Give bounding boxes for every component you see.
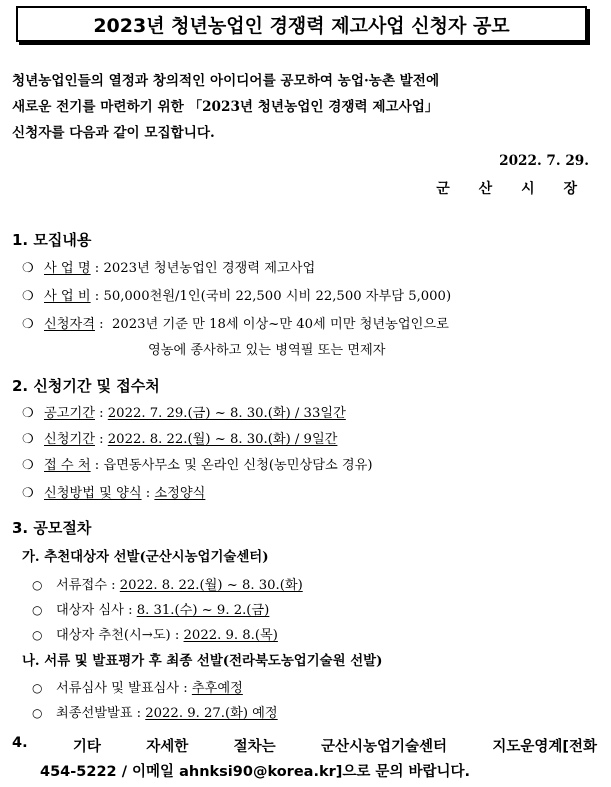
item-separator: : bbox=[94, 317, 112, 332]
intro-line: 청년농업인들의 열정과 창의적인 아이디어를 공모하여 농업·농촌 발전에 bbox=[12, 73, 440, 89]
item-label: 대상자 심사 bbox=[56, 603, 124, 618]
subsection-heading: 나. 서류 및 발표평가 후 최종 선발(전라북도농업기술원 선발) bbox=[22, 653, 383, 669]
list-item bbox=[22, 402, 346, 421]
issuing-org: 군 산 시 장 bbox=[436, 181, 589, 197]
item-label: 대상자 추천(시→도) bbox=[56, 628, 171, 643]
footer-word: 자세한 bbox=[146, 739, 189, 755]
item-label: 사 업 명 bbox=[44, 261, 91, 276]
bullet-icon: ❍ bbox=[22, 432, 34, 447]
bullet-icon: ❍ bbox=[22, 261, 34, 276]
item-label: 최종선발발표 bbox=[56, 706, 133, 721]
item-value: 8. 31.(수) ~ 9. 2.(금) bbox=[136, 603, 270, 618]
item-value: 2022. 8. 22.(월) ~ 8. 30.(화) / 9일간 bbox=[107, 432, 338, 447]
item-separator: : bbox=[106, 578, 120, 593]
bullet-icon: ❍ bbox=[22, 458, 34, 473]
list-item bbox=[32, 574, 303, 593]
section-heading: 1. 모집내용 bbox=[12, 231, 92, 249]
bullet-icon: ❍ bbox=[22, 317, 34, 332]
item-value: 추후예정 bbox=[191, 681, 243, 696]
item-value: 소정양식 bbox=[154, 486, 206, 501]
list-item bbox=[22, 313, 449, 332]
list-item bbox=[32, 599, 269, 618]
bullet-icon: ❍ bbox=[22, 486, 34, 501]
item-label: 서류접수 bbox=[56, 578, 107, 593]
item-label: 신청자격 bbox=[44, 317, 95, 332]
bullet-icon: ○ bbox=[32, 603, 43, 617]
footer-word: 지도운영계[전화 bbox=[492, 739, 597, 755]
intro-line: 신청자를 다음과 같이 모집합니다. bbox=[12, 125, 215, 141]
subsection-heading: 가. 추천대상자 선발(군산시농업기술센터) bbox=[22, 549, 269, 565]
footer-word: 4. bbox=[12, 735, 28, 751]
section-heading: 2. 신청기간 및 접수처 bbox=[12, 377, 160, 395]
item-value: 2022. 8. 22.(월) ~ 8. 30.(화) bbox=[119, 578, 303, 593]
intro-paragraph bbox=[12, 68, 597, 146]
item-value: 2023년 기준 만 18세 이상~만 40세 미만 청년농업인으로 bbox=[112, 317, 449, 332]
item-label: 신청방법 및 양식 bbox=[44, 486, 142, 501]
notice-title bbox=[16, 6, 587, 42]
list-item bbox=[22, 428, 337, 447]
footer-word: 기타 bbox=[72, 739, 101, 755]
item-separator: : bbox=[170, 628, 184, 643]
footer-word: 절차는 bbox=[233, 739, 276, 755]
bullet-icon: ○ bbox=[32, 628, 43, 642]
bullet-icon: ❍ bbox=[22, 406, 34, 421]
footer-word: 군산시농업기술센터 bbox=[320, 739, 447, 755]
list-item bbox=[22, 257, 315, 276]
item-separator: : bbox=[132, 706, 146, 721]
item-separator: : bbox=[90, 289, 104, 304]
item-separator: : bbox=[123, 603, 137, 618]
list-item bbox=[22, 285, 451, 304]
item-value: 2023년 청년농업인 경쟁력 제고사업 bbox=[103, 261, 316, 276]
item-value-continued: 영농에 종사하고 있는 병역필 또는 면제자 bbox=[148, 343, 386, 358]
item-value: 2022. 7. 29.(금) ~ 8. 30.(화) / 33일간 bbox=[107, 406, 346, 421]
item-separator: : bbox=[90, 458, 104, 473]
footer-contact-line: 454-5222 / 이메일 ahnksi90@korea.kr]으로 문의 바랍니다. bbox=[40, 764, 471, 780]
bullet-icon: ○ bbox=[32, 706, 43, 720]
item-separator: : bbox=[90, 261, 104, 276]
bullet-icon: ○ bbox=[32, 681, 43, 695]
item-value: 2022. 9. 8.(목) bbox=[183, 628, 278, 643]
section-heading: 3. 공모절차 bbox=[12, 519, 92, 537]
item-value: 읍면동사무소 및 온라인 신청(농민상담소 경유) bbox=[103, 458, 373, 473]
item-separator: : bbox=[179, 681, 192, 696]
item-separator: : bbox=[141, 486, 155, 501]
item-value: 2022. 9. 27.(화) 예정 bbox=[145, 706, 278, 721]
footer-contact-line bbox=[12, 735, 597, 756]
intro-line: 새로운 전기를 마련하기 위한 「2023년 청년농업인 경쟁력 제고사업」 bbox=[12, 99, 439, 115]
item-label: 사 업 비 bbox=[44, 289, 91, 304]
list-item bbox=[22, 454, 373, 473]
item-label: 서류심사 및 발표심사 bbox=[56, 681, 180, 696]
notice-title-text: 2023년 청년농업인 경쟁력 제고사업 신청자 공모 bbox=[93, 14, 510, 37]
item-separator: : bbox=[94, 432, 108, 447]
bullet-icon: ❍ bbox=[22, 289, 34, 304]
item-label: 접 수 처 bbox=[44, 458, 91, 473]
bullet-icon: ○ bbox=[32, 578, 43, 592]
item-separator: : bbox=[94, 406, 108, 421]
list-item bbox=[22, 482, 205, 501]
item-label: 신청기간 bbox=[44, 432, 95, 447]
item-value: 50,000천원/1인(국비 22,500 시비 22,500 자부담 5,000) bbox=[103, 289, 452, 304]
item-label: 공고기간 bbox=[44, 406, 95, 421]
list-item bbox=[32, 702, 278, 721]
notice-date: 2022. 7. 29. bbox=[499, 153, 589, 169]
list-item bbox=[32, 624, 278, 643]
list-item bbox=[32, 677, 243, 696]
